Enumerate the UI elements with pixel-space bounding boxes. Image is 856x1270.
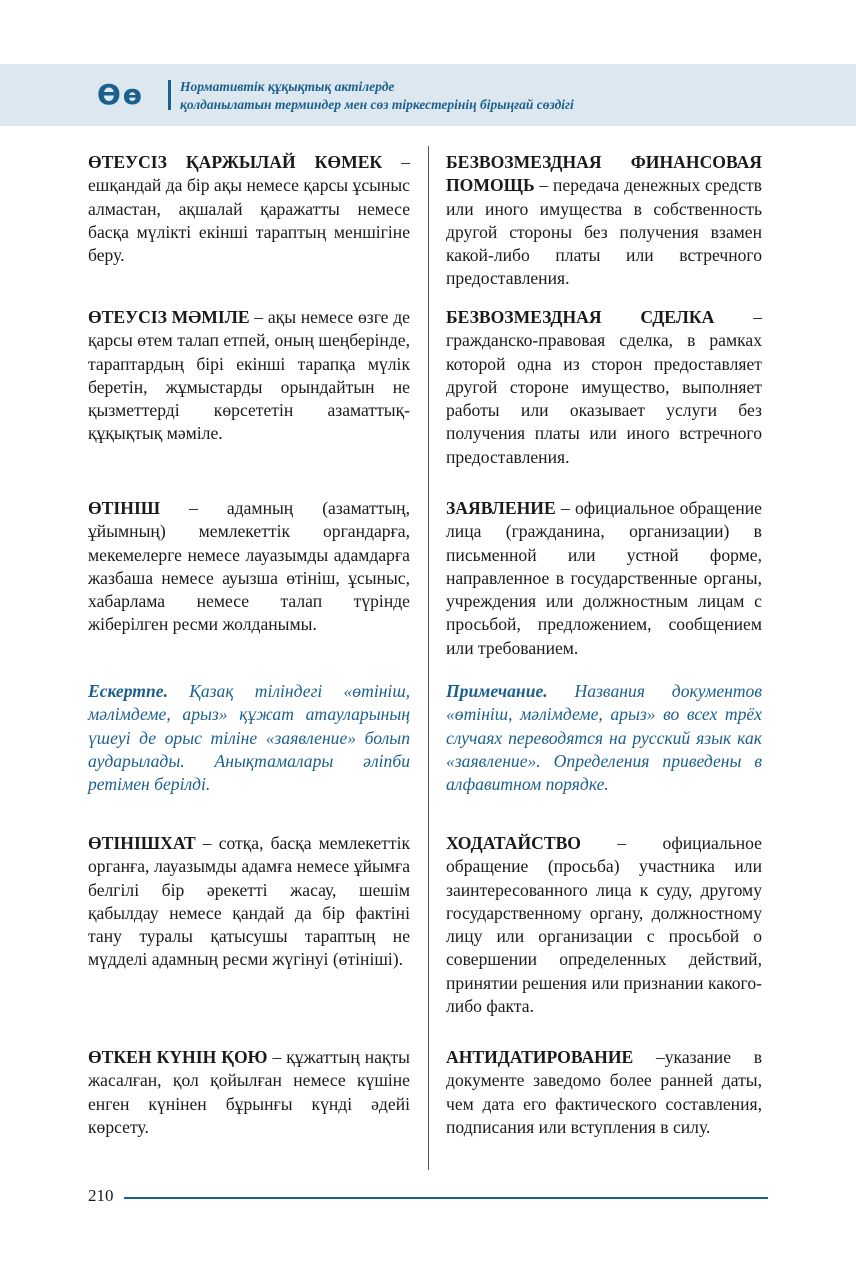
- ru-term: АНТИДАТИРОВАНИЕ: [446, 1047, 634, 1067]
- ru-term: ЗАЯВЛЕНИЕ: [446, 498, 556, 518]
- header-divider: [168, 80, 171, 110]
- ru-entry: [446, 1046, 762, 1139]
- ru-note-text: Названия документов «өтініш, мәлімдеме, арыз» во всех трёх случаях переводятся на русский язык как «заявление». Определения приведены в алфавитном порядке.: [446, 681, 762, 795]
- ru-definition: – официальное обращение лица (гражданина, организации) в письменной или устной форме, направленное в государственные органы, учреждения или должностным лицам с просьбой, предложением, сообщением или требованием.: [446, 498, 762, 658]
- kk-entry: [88, 151, 410, 267]
- ru-entry: [446, 306, 762, 469]
- kk-term: ӨТКЕН КҮНІН ҚОЮ: [88, 1047, 268, 1067]
- kk-definition: – ешқандай да бір ақы немесе қарсы ұсыныс алмастан, ақшалай қаражатты немесе басқа мүлікті екінші тараптың меншігіне беру.: [88, 152, 410, 266]
- page-number: 210: [88, 1186, 114, 1205]
- ru-definition: – гражданско-правовая сделка, в рамках которой одна из сторон предоставляет другой стороне имущество, выполняет работы или оказывает услуги без получения платы или иного встречного предоставления.: [446, 307, 762, 467]
- kk-entry: [88, 832, 410, 972]
- section-letter: Өө: [97, 78, 145, 111]
- kk-definition: – ақы немесе өзге де қарсы өтем талап етпей, оның шеңберінде, тараптардың бірі екінші тарапқа мүлік беретін, жұмыстарды орындайтын не қызметтерді көрсететін азаматтық-құқықтық мәміле.: [88, 307, 410, 444]
- footer-rule: [124, 1197, 768, 1199]
- column-divider: [428, 146, 429, 1170]
- kk-note: [88, 680, 410, 796]
- kk-term: ӨТІНІШХАТ: [88, 833, 196, 853]
- kk-definition: – адамның (азаматтың, ұйымның) мемлекеттік органдарға, мекемелерге немесе лауазымды адамдарға жазбаша немесе ауызша өтініш, ұсыныс, хабарлама немесе талап түрінде жіберілген ресми жолданымы.: [88, 498, 410, 635]
- kk-definition: – құжаттың нақты жасалған, қол қойылған немесе күшіне енген күнінен бұрынғы күнді әдейі көрсету.: [88, 1047, 410, 1137]
- kk-entry: [88, 497, 410, 637]
- ru-term: ХОДАТАЙСТВО: [446, 833, 581, 853]
- ru-entry: [446, 497, 762, 660]
- header-title-line2: қолданылатын терминдер мен сөз тіркестерінің бірыңғай сөздігі: [180, 97, 574, 112]
- kk-note-label: Ескертпе.: [88, 681, 168, 701]
- kk-term: ӨТЕУСІЗ ҚАРЖЫЛАЙ КӨМЕК: [88, 152, 383, 172]
- ru-note: [446, 680, 762, 796]
- ru-definition: –указание в документе заведомо более ранней даты, чем дата его фактического составления, подписания или вступления в силу.: [446, 1047, 762, 1137]
- ru-entry: [446, 832, 762, 1018]
- ru-note-label: Примечание.: [446, 681, 548, 701]
- kk-entry: [88, 306, 410, 446]
- kk-note-text: Қазақ тіліндегі «өтініш, мәлімдеме, арыз» құжат атауларының үшеуі де орыс тіліне «заявление» болып аударылады. Анықтамалары әліпби ретімен берілді.: [88, 681, 410, 795]
- kk-term: ӨТІНІШ: [88, 498, 161, 518]
- header-title-line1: Нормативтік құқықтық актілерде: [180, 79, 395, 94]
- ru-term: БЕЗВОЗМЕЗДНАЯ СДЕЛКА: [446, 307, 715, 327]
- ru-definition: – официальное обращение (просьба) участника или заинтересованного лица к суду, другому государственному органу, должностному лицу или организации с просьбой о совершении определенных действий, принятии решения или признании какого-либо факта.: [446, 833, 762, 1017]
- ru-entry: [446, 151, 762, 291]
- kk-entry: [88, 1046, 410, 1139]
- kk-term: ӨТЕУСІЗ МӘМІЛЕ: [88, 307, 250, 327]
- ru-definition: – передача денежных средств или иного имущества в собственность другой стороны без получения взамен какой-либо платы или встречного предоставления.: [446, 175, 762, 289]
- ru-term: БЕЗВОЗМЕЗДНАЯ ФИНАНСОВАЯ ПОМОЩЬ: [446, 152, 762, 196]
- header-title: [180, 78, 574, 114]
- kk-definition: – сотқа, басқа мемлекеттік органға, лауазымды адамға немесе ұйымға белгілі бір әрекетті жасау, шешім қабылдау немесе қандай да бір фактіні тану туралы қатысушы тараптың не мүдделі адамның ресми жүгінуі (өтініші).: [88, 833, 410, 970]
